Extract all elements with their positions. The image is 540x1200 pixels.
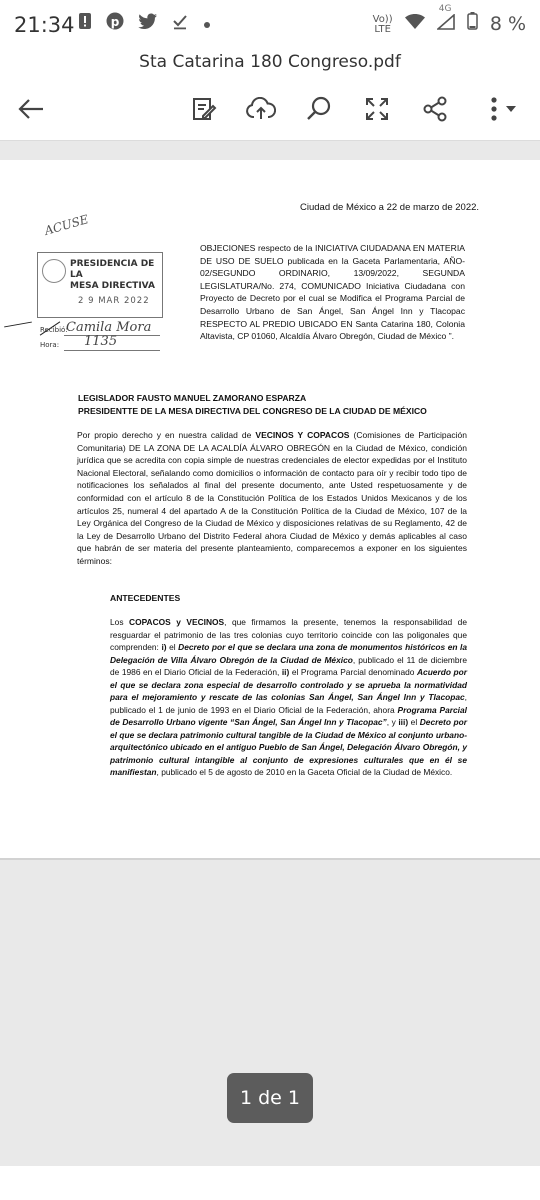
volte-indicator xyxy=(367,15,393,35)
text-run-bold-italic: Acuerdo por el que se declara zona especial de desarrollo controlado y se aprueba la normatividad para el mejoramiento y rescate de las colonias San Ángel, San Ángel Inn y Tlacopac xyxy=(110,667,467,702)
check-icon xyxy=(172,13,194,35)
notification-icons xyxy=(78,12,220,35)
text-run: , que firmamos la presente, tenemos la responsabilidad de resguardar el patrimonio de las tres colonias cuyo territorio coincide con las poligonales que comprenden: xyxy=(110,617,467,652)
antecedentes-paragraph xyxy=(110,616,467,779)
text-run: , y xyxy=(386,717,399,727)
text-run-bold-italic: Decreto por el que se declara patrimonio cultural tangible de la Ciudad de México al conjunto urbano-arquitectónico ubicado en el antiguo Pueblo de San Ángel, Delegación Álvaro Obregón, y patrimonio cultural intangible al conjunto de expresiones culturales que en él se manifiestan xyxy=(110,717,467,777)
text-run: , publicado el 11 de diciembre de 1986 en el Diario Oficial de la Federación, xyxy=(110,654,467,677)
text-run: Por propio derecho y en nuestra calidad de xyxy=(77,430,256,440)
share-icon xyxy=(422,96,448,122)
twitter-icon xyxy=(138,13,164,35)
text-run: , publicado el 1 de junio de 1993 en el Diario Oficial de la Federación, ahora xyxy=(110,692,467,715)
text-run-bold: COPACOS y VECINOS xyxy=(129,617,225,627)
text-run-bold: ii) xyxy=(281,667,290,677)
stamp-title-line1: PRESIDENCIA DE LA xyxy=(70,259,155,280)
seal-icon xyxy=(42,259,66,283)
navigation-bar xyxy=(0,1166,540,1200)
addressee-title: PRESIDENTTE DE LA MESA DIRECTIVA DEL CONGRESO DE LA CIUDAD DE MÉXICO xyxy=(78,405,427,416)
dot-icon xyxy=(202,13,212,35)
edit-icon xyxy=(191,96,217,122)
document-date: Ciudad de México a 22 de marzo de 2022. xyxy=(300,202,480,213)
more-icon xyxy=(482,96,522,122)
hora-line xyxy=(64,350,160,351)
fullscreen-button[interactable] xyxy=(358,90,396,128)
handwritten-acuse: ACUSE xyxy=(42,212,91,238)
stamp-hora-handwriting: 1135 xyxy=(84,334,118,349)
stamp-title xyxy=(70,259,162,292)
text-run-bold: i) xyxy=(161,642,167,652)
text-run-bold: iii) xyxy=(398,717,409,727)
search-button[interactable] xyxy=(300,90,338,128)
lte-label: LTE xyxy=(374,23,391,35)
text-run: , publicado el 5 de agosto de 2010 en la Gaceta Oficial de la Ciudad de México. xyxy=(156,767,453,777)
page-shadow xyxy=(0,858,540,860)
text-run: el Programa Parcial denominado xyxy=(289,667,417,677)
stamp-recibio-label: Recibió: xyxy=(40,326,68,334)
addressee xyxy=(78,392,427,417)
status-right xyxy=(361,4,526,35)
wifi-icon xyxy=(405,13,431,35)
addressee-name: LEGISLADOR FAUSTO MANUEL ZAMORANO ESPARZA xyxy=(78,393,307,403)
text-run-bold-italic: Decreto por el que se declara una zona de monumentos históricos en la Delegación de Villa Álvaro Obregón de la Ciudad de México xyxy=(110,642,467,665)
notification-alert-icon xyxy=(78,13,98,35)
text-run: el xyxy=(166,642,179,652)
document-title: Sta Catarina 180 Congreso.pdf xyxy=(0,52,540,80)
back-button[interactable] xyxy=(12,90,50,128)
more-options-button[interactable] xyxy=(478,90,526,128)
search-icon xyxy=(306,96,332,122)
fullscreen-icon xyxy=(364,96,390,122)
text-run-bold-italic: Programa Parcial de Desarrollo Urbano vigente “San Ángel, San Ángel Inn y Tlacopac” xyxy=(110,704,467,727)
stamp-title-line2: MESA DIRECTIVA xyxy=(70,281,155,291)
section-heading: ANTECEDENTES xyxy=(110,593,181,603)
share-button[interactable] xyxy=(416,90,454,128)
edit-button[interactable] xyxy=(185,90,223,128)
stamp-recibio-handwriting: Camila Mora xyxy=(66,320,152,335)
back-icon xyxy=(17,97,45,121)
text-run: el xyxy=(408,717,420,727)
stamp-hora-label: Hora: xyxy=(40,341,60,349)
signal-icon xyxy=(437,4,461,35)
text-run-bold: VECINOS Y COPACOS xyxy=(255,430,350,440)
upload-button[interactable] xyxy=(242,90,280,128)
objeciones-paragraph: OBJECIONES respecto de la INICIATIVA CIUDADANA EN MATERIA DE USO DE SUELO publicada en la Gaceta Parlamentaria, AÑO-02/SEGUNDO ORDINARIO, 13/09/2022, SEGUNDA LEGISLATURA/No. 274, COMUNICADO Iniciativa Ciudadana con Proyecto de Decreto por el cual se Modifica el Programa Parcial de Desarrollo Urbano de San Ángel, San Ángel Inn y Tlacopac RESPECTO AL PREDIO UBICADO EN Santa Catarina 180, Colonia Altavista, CP 01060, Alcaldía Álvaro Obregón, Ciudad de México ”. xyxy=(200,243,465,342)
battery-percent: 8 % xyxy=(489,13,526,35)
svg-text:p: p xyxy=(110,15,120,29)
upload-cloud-icon xyxy=(246,97,276,121)
intro-paragraph xyxy=(77,429,467,568)
battery-icon xyxy=(467,13,484,35)
page-indicator: 1 de 1 xyxy=(227,1073,313,1123)
status-bar xyxy=(0,0,540,52)
toolbar xyxy=(0,80,540,141)
signal-label: 4G xyxy=(438,4,452,14)
pinterest-icon xyxy=(106,13,130,35)
status-time: 21:34 xyxy=(14,13,75,37)
stamp-date: 2 9 MAR 2022 xyxy=(78,296,150,306)
volte-label: Vo)) xyxy=(372,13,393,25)
text-run: (Comisiones de Participación Comunitaria) DE LA ZONA DE LA ACALDÍA ÁLVARO OBREGÓN en la Ciudad de México, condición jurídica que se acredita con copia simple de nuestras credenciales de elector expedidas por el Instituto Nacional Electoral, señalando como domicilios o información de contacto para oír y recibir todo tipo de notificaciones los señalados al final del presente documento, ante Usted respetuosamente y de conformidad con el artículo 8 de la Constitución Política de los Estados Unidos Mexicanos y de los artículos 25, numeral 4 del apartado A de la Constitución Política de la Ciudad de México, 107 de la Ley Orgánica del Congreso de la Ciudad de México y disposiciones relativas de su Reglamento, 42 de la Ley de Desarrollo Urbano del Distrito Federal ahora Ciudad de México y demás aplicables al caso que habrán de ser materia del presente planteamiento, comparecemos a exponer en los siguientes términos: xyxy=(77,430,467,566)
text-run: Los xyxy=(110,617,130,627)
reception-stamp xyxy=(37,252,163,318)
